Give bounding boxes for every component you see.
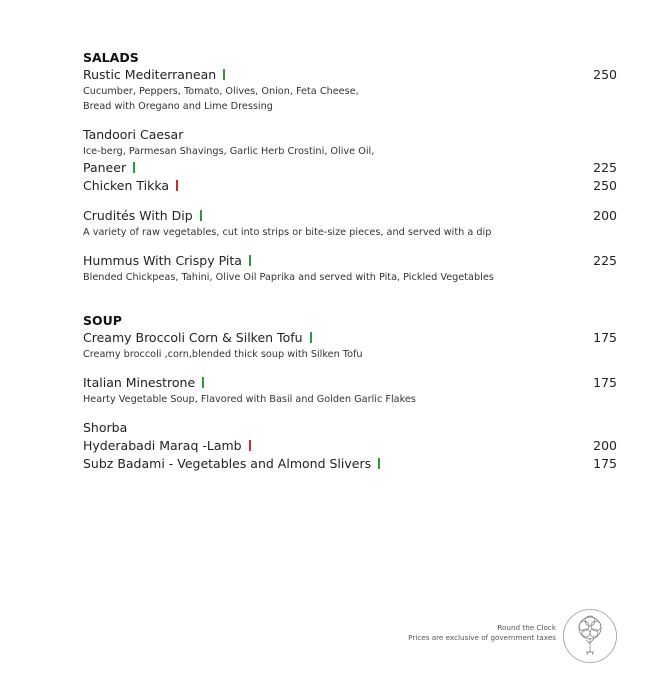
item-description: Creamy broccoli ,corn,blended thick soup with Silken Tofu <box>83 349 363 360</box>
item-gap <box>83 407 617 419</box>
item-name: Chicken Tikka <box>83 178 170 193</box>
menu-item <box>83 126 617 195</box>
nonveg-mark-icon <box>176 180 178 191</box>
veg-mark-icon <box>310 332 312 343</box>
menu-item-row <box>83 374 617 392</box>
item-description: Ice-berg, Parmesan Shavings, Garlic Herb Crostini, Olive Oil, <box>83 146 375 157</box>
veg-mark-icon <box>249 255 251 266</box>
section-title: SALADS <box>83 50 139 65</box>
footer-line-1: Round the Clock <box>497 623 556 632</box>
menu-item <box>83 419 617 473</box>
menu-item-row <box>83 455 617 473</box>
menu-item <box>83 207 617 240</box>
item-name: Creamy Broccoli Corn & Silken Tofu <box>83 330 303 345</box>
item-price: 225 <box>593 253 617 268</box>
item-name: Paneer <box>83 160 127 175</box>
section-gap <box>83 285 617 313</box>
menu-item-row <box>83 437 617 455</box>
item-price: 200 <box>593 438 617 453</box>
item-price: 200 <box>593 208 617 223</box>
menu-item-row <box>83 66 617 84</box>
menu-item-row <box>83 329 617 347</box>
veg-mark-icon <box>202 377 204 388</box>
item-name: Tandoori Caesar <box>83 127 184 142</box>
menu-item-row <box>83 419 617 437</box>
item-name: Hyderabadi Maraq -Lamb <box>83 438 242 453</box>
item-gap <box>83 114 617 126</box>
menu-item <box>83 329 617 362</box>
item-gap <box>83 195 617 207</box>
item-price: 175 <box>593 330 617 345</box>
item-description: Blended Chickpeas, Tahini, Olive Oil Paprika and served with Pita, Pickled Vegetables <box>83 272 494 283</box>
item-name: Italian Minestrone <box>83 375 196 390</box>
item-price: 250 <box>593 178 617 193</box>
item-description: Bread with Oregano and Lime Dressing <box>83 101 273 112</box>
footer-note <box>408 623 556 643</box>
menu <box>83 50 617 473</box>
item-price: 175 <box>593 456 617 471</box>
footer-line-2: Prices are exclusive of government taxes <box>408 633 556 642</box>
item-description: A variety of raw vegetables, cut into strips or bite-size pieces, and served with a dip <box>83 227 492 238</box>
menu-item <box>83 66 617 114</box>
tree-emblem-icon <box>562 608 618 664</box>
veg-mark-icon <box>133 162 135 173</box>
item-name: Rustic Mediterranean <box>83 67 217 82</box>
item-description: Hearty Vegetable Soup, Flavored with Basil and Golden Garlic Flakes <box>83 394 416 405</box>
menu-item-row <box>83 252 617 270</box>
section-title: SOUP <box>83 313 122 328</box>
menu-item <box>83 252 617 285</box>
veg-mark-icon <box>378 458 380 469</box>
item-gap <box>83 362 617 374</box>
item-price: 175 <box>593 375 617 390</box>
item-name: Subz Badami - Vegetables and Almond Slivers <box>83 456 372 471</box>
nonveg-mark-icon <box>249 440 251 451</box>
menu-item-row <box>83 159 617 177</box>
item-price: 250 <box>593 67 617 82</box>
veg-mark-icon <box>200 210 202 221</box>
item-price: 225 <box>593 160 617 175</box>
veg-mark-icon <box>223 69 225 80</box>
menu-item-row <box>83 177 617 195</box>
menu-item-row <box>83 207 617 225</box>
item-name: Hummus With Crispy Pita <box>83 253 242 268</box>
item-name: Crudités With Dip <box>83 208 193 223</box>
menu-item-row <box>83 126 617 144</box>
item-gap <box>83 240 617 252</box>
item-description: Cucumber, Peppers, Tomato, Olives, Onion, Feta Cheese, <box>83 86 359 97</box>
item-name: Shorba <box>83 420 128 435</box>
menu-item <box>83 374 617 407</box>
